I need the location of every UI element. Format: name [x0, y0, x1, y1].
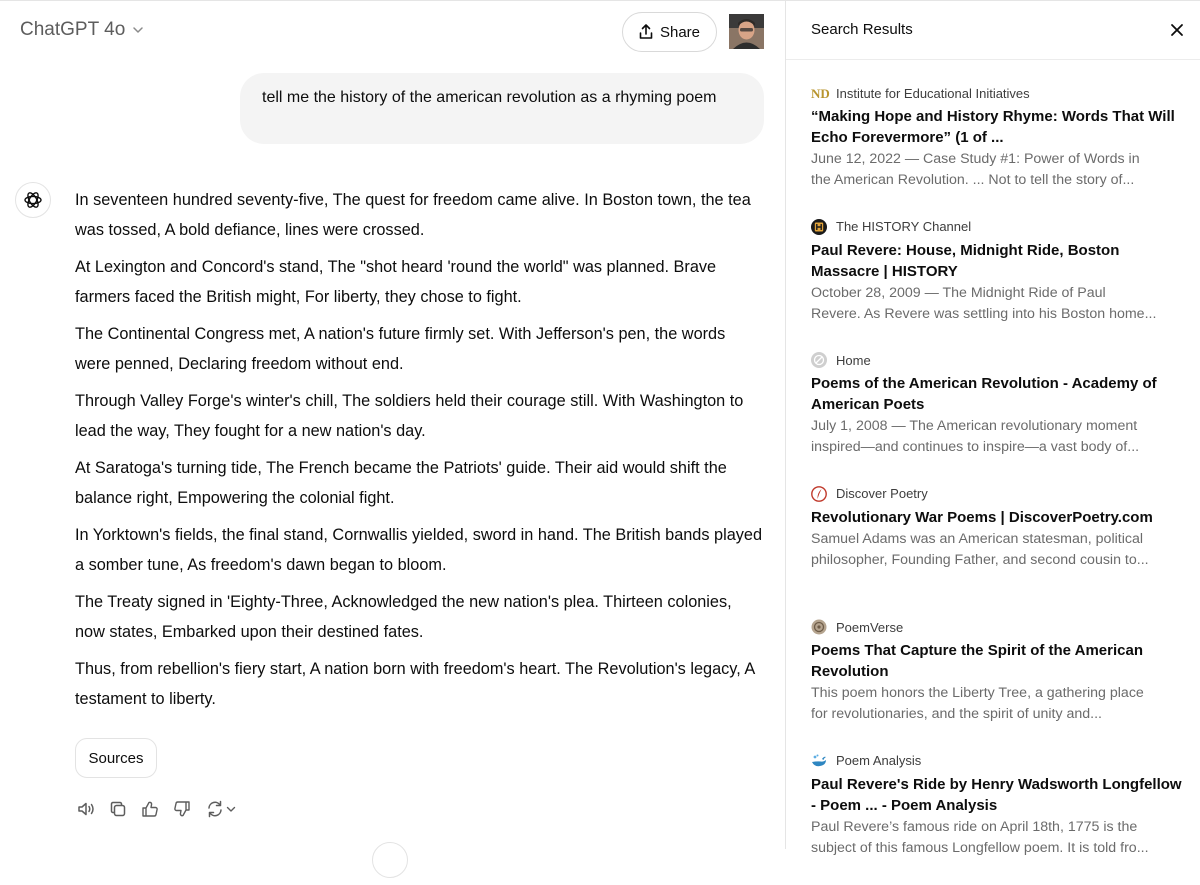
upload-icon	[639, 24, 653, 40]
poem-stanza: At Saratoga's turning tide, The French became the Patriots' guide. Their aid would shift the balance right, Empowering the colonial fight.	[75, 459, 727, 507]
result-title[interactable]: Poems That Capture the Spirit of the American Revolution	[811, 642, 1143, 681]
copy-button[interactable]	[107, 798, 129, 820]
result-source-name: The HISTORY Channel	[836, 219, 972, 235]
regenerate-button[interactable]	[203, 798, 239, 820]
whale-icon	[811, 753, 827, 769]
history-h-icon	[811, 219, 827, 235]
search-result[interactable]	[811, 617, 1183, 751]
speaker-icon	[76, 799, 96, 819]
scroll-down-button[interactable]	[372, 842, 408, 878]
result-snippet-line: June 12, 2022 — Case Study #1: Power of Words in	[811, 151, 1140, 167]
model-selector[interactable]	[20, 19, 145, 41]
result-snippet	[811, 683, 1183, 725]
model-name: ChatGPT 4o	[20, 19, 126, 40]
thumbs-up-button[interactable]	[139, 798, 161, 820]
user-photo	[729, 14, 764, 49]
poem-stanza: The Treaty signed in 'Eighty-Three, Acknowledged the new nation's plea. Thirteen colonies, now states, Embarked upon their destined fates.	[75, 593, 732, 641]
result-snippet-line: October 28, 2009 — The Midnight Ride of Paul	[811, 284, 1106, 301]
search-result[interactable]	[811, 217, 1183, 351]
result-source-name: Poem Analysis	[836, 753, 922, 769]
assistant-message	[75, 186, 765, 722]
globe-icon	[811, 352, 827, 368]
result-source-name: Discover Poetry	[836, 486, 928, 502]
result-source-name: Home	[836, 352, 871, 368]
result-snippet	[811, 149, 1183, 191]
result-source	[811, 751, 1183, 771]
panel-title: Search Results	[811, 21, 913, 38]
message-actions	[75, 798, 239, 820]
close-icon[interactable]	[1168, 21, 1186, 39]
panel-header	[786, 1, 1200, 60]
result-source-name: PoemVerse	[836, 619, 904, 635]
chatgpt-logo-icon	[15, 182, 51, 218]
nd-monogram-icon	[811, 85, 830, 101]
thumbs-down-icon	[172, 799, 192, 819]
result-title[interactable]: Paul Revere: House, Midnight Ride, Boston Massacre | HISTORY	[811, 241, 1120, 280]
result-source	[811, 617, 1183, 637]
result-title[interactable]: Poems of the American Revolution - Academy of American Poets	[811, 375, 1157, 414]
result-snippet	[811, 529, 1183, 571]
poem-stanza: In Yorktown's fields, the final stand, Cornwallis yielded, sword in hand. The British bands played a somber tune, As freedom's dawn began to bloom.	[75, 526, 763, 574]
copy-icon	[108, 799, 128, 819]
search-results-panel	[785, 0, 1200, 856]
chevron-down-icon	[131, 23, 145, 37]
svg-text:ND: ND	[811, 86, 830, 101]
read-aloud-button[interactable]	[75, 798, 97, 820]
result-snippet-line: inspired—and continues to inspire—a vast body of...	[811, 439, 1140, 456]
poem-stanza: At Lexington and Concord's stand, The "shot heard 'round the world" was planned. Brave farmers faced the British might, For liberty, they chose to fight.	[75, 258, 717, 306]
search-result[interactable]	[811, 751, 1183, 885]
result-snippet-line: philosopher, Founding Father, and second cousin to...	[811, 551, 1149, 568]
result-source	[811, 217, 1183, 237]
share-label: Share	[659, 23, 701, 41]
result-snippet-line: Revere. As Revere was settling into his Boston home...	[811, 305, 1157, 322]
result-title[interactable]: “Making Hope and History Rhyme: Words That Will Echo Forevermore” (1 of ...	[811, 108, 1175, 146]
poem-stanza: Through Valley Forge's winter's chill, The soldiers held their courage still. With Washington to lead the way, They fought for a new nation's day.	[75, 392, 744, 440]
result-snippet	[811, 283, 1183, 325]
result-title[interactable]: Revolutionary War Poems | DiscoverPoetry.com	[811, 508, 1153, 526]
thumbs-down-button[interactable]	[171, 798, 193, 820]
result-snippet-line: the American Revolution. ... Not to tell the story of...	[811, 172, 1135, 188]
chevron-down-icon	[225, 803, 237, 815]
results-list	[811, 83, 1183, 885]
search-result[interactable]	[811, 484, 1183, 618]
result-snippet	[811, 817, 1183, 859]
result-source	[811, 83, 1183, 103]
poem-stanza: Thus, from rebellion's fiery start, A nation born with freedom's heart. The Revolution's legacy, A testament to liberty.	[75, 660, 755, 708]
result-snippet-line: This poem honors the Liberty Tree, a gathering place	[811, 685, 1144, 702]
result-title[interactable]: Paul Revere's Ride by Henry Wadsworth Longfellow - Poem ... - Poem Analysis	[811, 775, 1182, 814]
result-source	[811, 350, 1183, 370]
result-snippet-line: July 1, 2008 — The American revolutionary moment	[811, 418, 1138, 435]
search-result[interactable]	[811, 83, 1183, 217]
poemverse-icon	[811, 619, 827, 635]
quill-icon	[811, 486, 827, 502]
search-result[interactable]	[811, 350, 1183, 484]
regenerate-icon	[205, 799, 225, 819]
avatar[interactable]	[729, 14, 764, 49]
result-snippet-line: for revolutionaries, and the spirit of unity and...	[811, 706, 1103, 723]
result-snippet-line: Samuel Adams was an American statesman, political	[811, 530, 1143, 547]
result-snippet-line: Paul Revere’s famous ride on April 18th, 1775 is the	[811, 818, 1138, 835]
result-snippet	[811, 416, 1183, 458]
result-source	[811, 484, 1183, 504]
share-button[interactable]	[622, 12, 717, 52]
thumbs-up-icon	[140, 799, 160, 819]
result-snippet-line: subject of this famous Longfellow poem. It is told fro...	[811, 839, 1149, 856]
poem-stanza: The Continental Congress met, A nation's future firmly set. With Jefferson's pen, the words were penned, Declaring freedom without end.	[75, 325, 726, 373]
poem-stanza: In seventeen hundred seventy-five, The quest for freedom came alive. In Boston town, the tea was tossed, A bold defiance, lines were crossed.	[75, 191, 751, 239]
result-source-name: Institute for Educational Initiatives	[836, 85, 1030, 101]
user-message: tell me the history of the american revolution as a rhyming poem	[240, 73, 764, 144]
sources-button[interactable]: Sources	[75, 738, 157, 778]
